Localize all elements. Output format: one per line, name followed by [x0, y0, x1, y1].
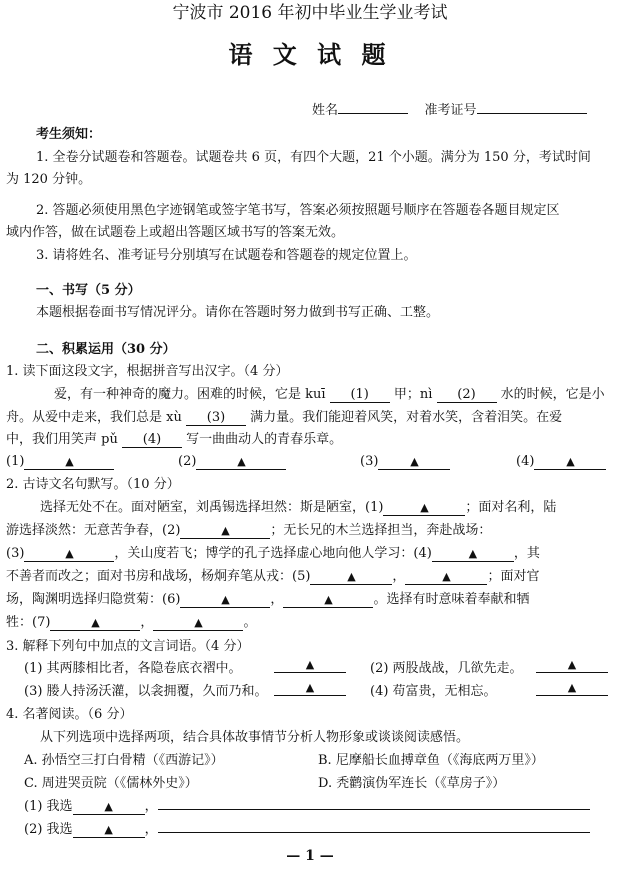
answer-blank[interactable]: ▲	[274, 681, 346, 696]
answer-line[interactable]	[158, 809, 590, 810]
ticket-number-field[interactable]	[477, 113, 587, 114]
answer-blank[interactable]: ▲	[153, 616, 243, 631]
q4-stem: 4. 名著阅读。（6 分）	[6, 707, 133, 722]
notice-line: 1. 全卷分试题卷和答题卷。试题卷共 6 页，有四个大题，21 个小题。满分为 150 分，考试时间	[36, 150, 591, 165]
notice-title: 考生须知：	[36, 127, 102, 142]
q4-answer-line: (2) 我选 ▲ ，	[24, 819, 614, 841]
q2-line: 牲：(7) ▲ ， ▲ 。	[6, 615, 257, 630]
pinyin-blank: (1)	[330, 388, 390, 403]
notice-line: 2. 答题必须使用黑色字迹钢笔或签字笔书写，答案必须按照题号顺序在答题卷各题目规定区	[36, 203, 560, 218]
answer-blank[interactable]: ▲	[50, 616, 140, 631]
notice-line: 3. 请将姓名、准考证号分别填写在试题卷和答题卷的规定位置上。	[36, 248, 417, 263]
q2-line: 不善者而改之；面对书房和战场，杨炯弃笔从戎：(5) ▲ ， ▲ ；面对官	[6, 569, 540, 584]
answer-blank[interactable]: ▲	[378, 455, 450, 470]
answer-blank[interactable]: ▲	[24, 455, 114, 470]
ticket-label: 准考证号	[424, 103, 477, 118]
q4-option-a: A. 孙悟空三打白骨精（《西游记》）	[24, 753, 224, 768]
answer-line[interactable]	[158, 832, 590, 833]
q2-stem: 2. 古诗文名句默写。（10 分）	[6, 477, 180, 492]
q3-stem: 3. 解释下列句中加点的文言词语。（4 分）	[6, 639, 250, 654]
q4-option-c: C. 周进哭贡院（《儒林外史》）	[24, 776, 198, 791]
answer-blank[interactable]: ▲	[180, 524, 270, 539]
q1-stem: 1. 读下面这段文字，根据拼音写出汉字。（4 分）	[6, 364, 289, 379]
section1-text: 本题根据卷面书写情况评分。请你在答题时努力做到书写正确、工整。	[36, 305, 440, 320]
answer-blank[interactable]: ▲	[196, 455, 286, 470]
answer-blank[interactable]: ▲	[383, 501, 465, 516]
section1-title: 一、书写（5 分）	[36, 283, 141, 298]
q4-option-b: B. 尼摩船长血搏章鱼（《海底两万里》）	[318, 753, 544, 768]
section2-title: 二、积累运用（30 分）	[36, 342, 176, 357]
pinyin-blank: (3)	[186, 411, 246, 426]
answer-blank[interactable]: ▲	[274, 658, 346, 673]
q2-line: 场，陶渊明选择归隐赏菊：(6) ▲ ， ▲ 。选择有时意味着奉献和牺	[6, 592, 530, 607]
name-label: 姓名	[312, 103, 339, 118]
answer-blank[interactable]: ▲	[432, 547, 514, 562]
answer-blank[interactable]: ▲	[534, 455, 606, 470]
q4-option-d: D. 秃鹳演伪军连长（《草房子》）	[318, 776, 506, 791]
q2-line: (3) ▲ ，关山度若飞；博学的孔子选择虚心地向他人学习：(4) ▲ ，其	[6, 546, 540, 561]
page-number: — 1 —	[286, 848, 334, 864]
q4-intro: 从下列选项中选择两项，结合具体故事情节分析人物形象或谈谈阅读感悟。	[40, 730, 470, 745]
candidate-fields	[312, 100, 614, 122]
notice-line: 域内作答，做在试题卷上或超出答题区域书写的答案无效。	[6, 225, 345, 240]
q1-passage-line: 爱，有一种神奇的魔力。困难的时候，它是 kuī (1) 甲；nì (2) 水的时候，它是小	[54, 387, 605, 402]
q4-answer-line: (1) 我选 ▲ ，	[24, 796, 614, 818]
notice-line: 为 120 分钟。	[6, 172, 92, 187]
answer-blank[interactable]: ▲	[310, 570, 392, 585]
answer-blank[interactable]: ▲	[536, 658, 608, 673]
choice-blank[interactable]: ▲	[73, 823, 145, 838]
pinyin-blank: (2)	[437, 388, 497, 403]
q1-passage-line: 舟。从爱中走来，我们总是 xù (3) 满力量。我们能迎着风笑，对着水笑，含着泪笑。在爱	[6, 410, 563, 425]
answer-blank[interactable]: ▲	[536, 681, 608, 696]
pinyin-blank: (4)	[122, 433, 182, 448]
exam-title: 宁波市 2016 年初中毕业生学业考试	[172, 3, 448, 23]
choice-blank[interactable]: ▲	[73, 800, 145, 815]
q2-line: 游选择淡然：无意苦争春，(2) ▲ ；无长兄的木兰选择担当，奔赴战场：	[6, 523, 492, 538]
name-field[interactable]	[338, 113, 408, 114]
q2-line: 选择无处不在。面对陋室，刘禹锡选择坦然：斯是陋室，(1) ▲ ；面对名利，陆	[40, 500, 557, 515]
answer-blank[interactable]: ▲	[24, 547, 114, 562]
answer-blank[interactable]: ▲	[283, 593, 373, 608]
answer-blank[interactable]: ▲	[405, 570, 487, 585]
answer-blank[interactable]: ▲	[180, 593, 270, 608]
q1-passage-line: 中，我们用笑声 pǔ (4) 写一曲曲动人的青春乐章。	[6, 432, 343, 447]
paper-title: 语 文 试 题	[228, 40, 392, 69]
